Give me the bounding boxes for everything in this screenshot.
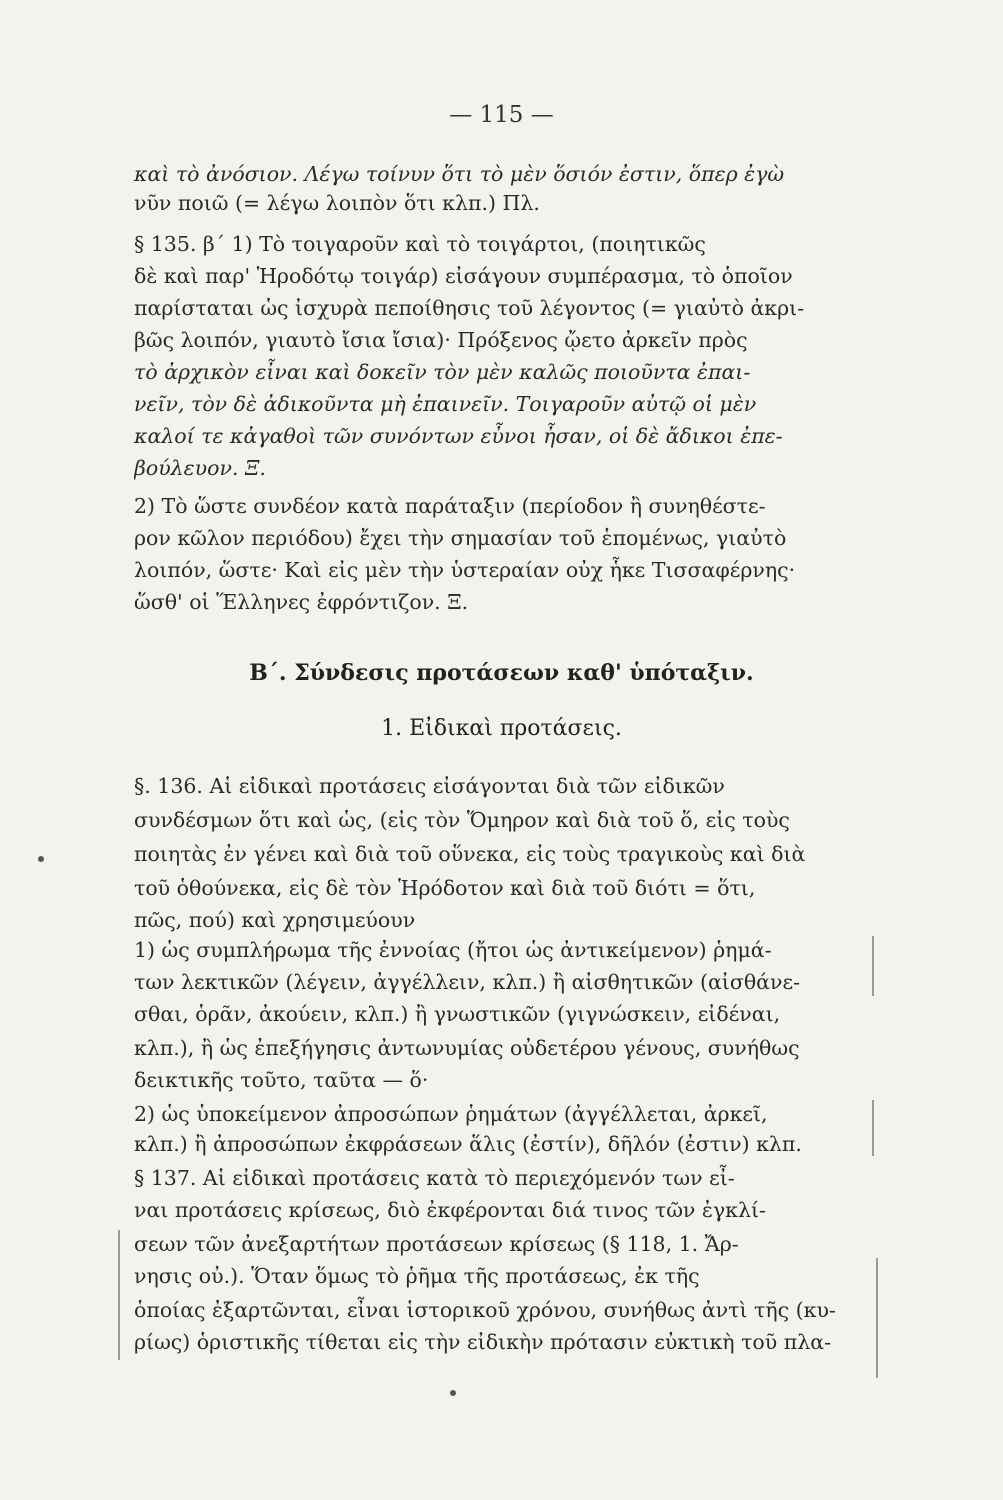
- text-line: δὲ καὶ παρ' Ἡροδότῳ τοιγάρ) εἰσάγουν συμπέρασμα, τὸ ὁποῖον: [134, 264, 793, 288]
- text-line: νῦν ποιῶ (= λέγω λοιπὸν ὅτι κλπ.) Πλ.: [134, 191, 540, 215]
- text-line: τὸ ἀρχικὸν εἶναι καὶ δοκεῖν τὸν μὲν καλῶς ποιοῦντα ἐπαι-: [134, 360, 751, 384]
- margin-line: [118, 1230, 120, 1360]
- text-line: ὥσθ' οἱ Ἕλληνες ἐφρόντιζον. Ξ.: [134, 590, 469, 614]
- text-line: νεῖν, τὸν δὲ ἀδικοῦντα μὴ ἐπαινεῖν. Τοιγαροῦν αὐτῷ οἱ μὲν: [134, 392, 757, 416]
- text-line: των λεκτικῶν (λέγειν, ἀγγέλλειν, κλπ.) ἢ αἰσθητικῶν (αἰσθάνε-: [134, 970, 801, 994]
- text-line: καὶ τὸ ἀνόσιον. Λέγω τοίνυν ὅτι τὸ μὲν ὅσιόν ἐστιν, ὅπερ ἐγὼ: [134, 162, 785, 186]
- margin-line: [872, 1100, 874, 1156]
- section-heading: Β΄. Σύνδεσις προτάσεων καθ' ὑπόταξιν.: [249, 660, 754, 686]
- text-line: 2) ὡς ὑποκείμενον ἀπροσώπων ῥημάτων (ἀγγέλλεται, ἀρκεῖ,: [134, 1102, 768, 1126]
- text-line: ρίως) ὁριστικῆς τίθεται εἰς τὴν εἰδικὴν πρότασιν εὐκτικὴ τοῦ πλα-: [134, 1330, 831, 1354]
- text-line: 1) ὡς συμπλήρωμα τῆς ἐννοίας (ἤτοι ὡς ἀντικείμενον) ῥημά-: [134, 938, 772, 962]
- text-line: §. 136. Αἱ εἰδικαὶ προτάσεις εἰσάγονται διὰ τῶν εἰδικῶν: [134, 774, 725, 798]
- text-line: ποιητὰς ἐν γένει καὶ διὰ τοῦ οὕνεκα, εἰς τοὺς τραγικοὺς καὶ διὰ: [134, 842, 806, 866]
- text-line: κλπ.) ἢ ἀπροσώπων ἐκφράσεων ἅλις (ἐστίν), δῆλόν (ἐστιν) κλπ.: [134, 1132, 802, 1156]
- text-line: ὁποίας ἐξαρτῶνται, εἶναι ἱστορικοῦ χρόνου, συνήθως ἀντὶ τῆς (κυ-: [134, 1298, 836, 1322]
- page-number: — 115 —: [449, 102, 554, 128]
- text-line: § 137. Αἱ εἰδικαὶ προτάσεις κατὰ τὸ περιεχόμενόν των εἶ-: [134, 1166, 735, 1190]
- text-line: δεικτικῆς τοῦτο, ταῦτα — ὅ·: [134, 1068, 429, 1092]
- margin-line: [876, 1258, 878, 1378]
- text-line: πῶς, πού) καὶ χρησιμεύουν: [134, 908, 416, 932]
- text-line: σεων τῶν ἀνεξαρτήτων προτάσεων κρίσεως (§ 118, 1. Ἄρ-: [134, 1232, 739, 1256]
- section-subheading: 1. Εἰδικαὶ προτάσεις.: [381, 716, 622, 741]
- text-line: ρον κῶλον περιόδου) ἔχει τὴν σημασίαν τοῦ ἑπομένως, γιαὐτὸ: [134, 526, 787, 550]
- text-line: καλοί τε κἀγαθοὶ τῶν συνόντων εὖνοι ἦσαν, οἱ δὲ ἄδικοι ἐπε-: [134, 424, 783, 448]
- text-line: νησις οὐ.). Ὅταν ὅμως τὸ ῥῆμα τῆς προτάσεως, ἐκ τῆς: [134, 1264, 700, 1288]
- margin-line: [872, 936, 874, 996]
- text-line: παρίσταται ὡς ἰσχυρὰ πεποίθησις τοῦ λέγοντος (= γιαὐτὸ ἀκρι-: [134, 296, 805, 320]
- text-line: ναι προτάσεις κρίσεως, διὸ ἐκφέρονται διά τινος τῶν ἐγκλί-: [134, 1198, 766, 1222]
- text-line: βῶς λοιπόν, γιαυτὸ ἴσια ἴσια)· Πρόξενος ᾤετο ἀρκεῖν πρὸς: [134, 328, 748, 352]
- margin-dot: [450, 1390, 456, 1396]
- text-line: κλπ.), ἢ ὡς ἐπεξήγησις ἀντωνυμίας οὐδετέρου γένους, συνήθως: [134, 1036, 800, 1060]
- text-line: βούλευον. Ξ.: [134, 456, 266, 480]
- margin-dot: [38, 856, 44, 862]
- text-line: § 135. β΄ 1) Τὸ τοιγαροῦν καὶ τὸ τοιγάρτοι, (ποιητικῶς: [134, 232, 706, 256]
- text-line: λοιπόν, ὥστε· Καὶ εἰς μὲν τὴν ὑστεραίαν οὐχ ἧκε Τισσαφέρνης·: [134, 558, 796, 582]
- text-line: συνδέσμων ὅτι καὶ ὡς, (εἰς τὸν Ὅμηρον καὶ διὰ τοῦ ὅ, εἰς τοὺς: [134, 808, 790, 832]
- text-line: τοῦ ὁθούνεκα, εἰς δὲ τὸν Ἡρόδοτον καὶ διὰ τοῦ διότι = ὅτι,: [134, 876, 756, 900]
- text-line: 2) Τὸ ὥστε συνδέον κατὰ παράταξιν (περίοδον ἢ συνηθέστε-: [134, 494, 766, 518]
- text-line: σθαι, ὁρᾶν, ἀκούειν, κλπ.) ἢ γνωστικῶν (γιγνώσκειν, εἰδέναι,: [134, 1002, 781, 1026]
